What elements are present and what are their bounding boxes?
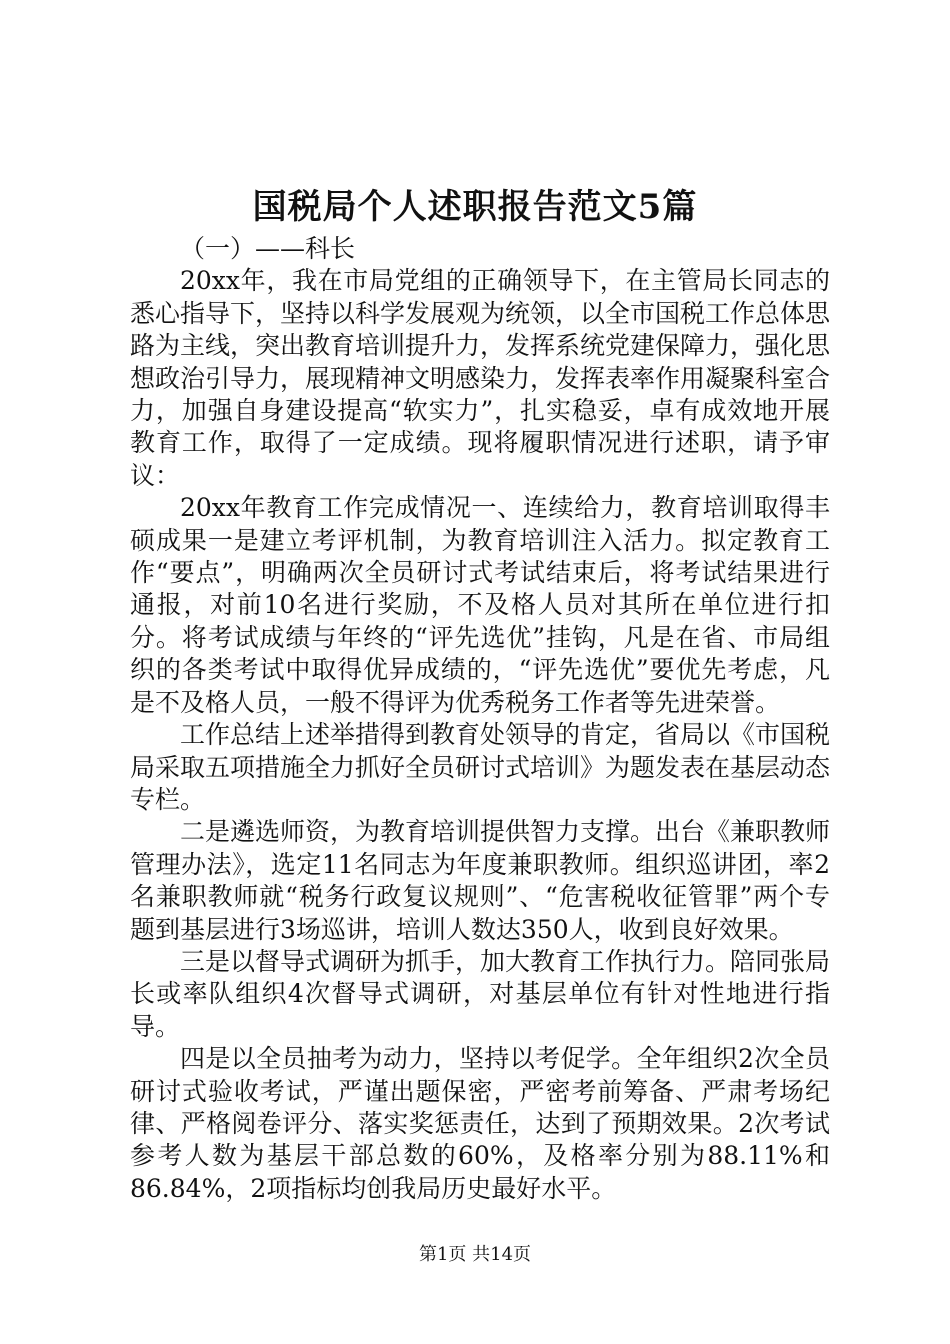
document-title: 国税局个人述职报告范文5篇 bbox=[252, 187, 698, 227]
paragraph-intro: 20xx年，我在市局党组的正确领导下，在主管局长同志的悉心指导下，坚持以科学发展观为统领，以全市国税工作总体思路为主线，突出教育培训提升力，发挥系统党建保障力，强化思想政治引导力，展现精神文明感染力，发挥表率作用凝聚科室合力，加强自身建设提高“软实力”，扎实稳妥，卓有成效地开展教育工作，取得了一定成绩。现将履职情况进行述职，请予审议： bbox=[130, 266, 831, 490]
section-heading: （一）——科长 bbox=[180, 234, 356, 263]
paragraph-achievements: 20xx年教育工作完成情况一、连续给力，教育培训取得丰硕成果一是建立考评机制，为教育培训注入活力。拟定教育工作“要点”，明确两次全员研讨式考试结束后，将考试结果进行通报，对前10名进行奖励，不及格人员对其所在单位进行扣分。将考试成绩与年终的“评先选优”挂钩，凡是在省、市局组织的各类考试中取得优异成绩的，“评先选优”要优先考虑，凡是不及格人员，一般不得评为优秀税务工作者等先进荣誉。 bbox=[130, 493, 830, 717]
page-number-footer: 第1页 共14页 bbox=[418, 1244, 532, 1265]
document-body bbox=[130, 233, 830, 1205]
paragraph-recognition: 工作总结上述举措得到教育处领导的肯定，省局以《市国税局采取五项措施全力抓好全员研讨式培训》为题发表在基层动态专栏。 bbox=[130, 720, 831, 814]
paragraph-exams: 四是以全员抽考为动力，坚持以考促学。全年组织2次全员研讨式验收考试，严谨出题保密，严密考前筹备、严肃考场纪律、严格阅卷评分、落实奖惩责任，达到了预期效果。2次考试参考人数为基层干部总数的60%，及格率分别为88.11%和86.84%，2项指标均创我局历史最好水平。 bbox=[130, 1044, 830, 1203]
paragraph-supervision: 三是以督导式调研为抓手，加大教育工作执行力。陪同张局长或率队组织4次督导式调研，对基层单位有针对性地进行指导。 bbox=[130, 946, 831, 1041]
paragraph-teachers: 二是遴选师资，为教育培训提供智力支撑。出台《兼职教师管理办法》，选定11名同志为年度兼职教师。组织巡讲团，率2名兼职教师就“税务行政复议规则”、“危害税收征管罪”两个专题到基层进行3场巡讲，培训人数达350人，收到良好效果。 bbox=[130, 817, 831, 944]
